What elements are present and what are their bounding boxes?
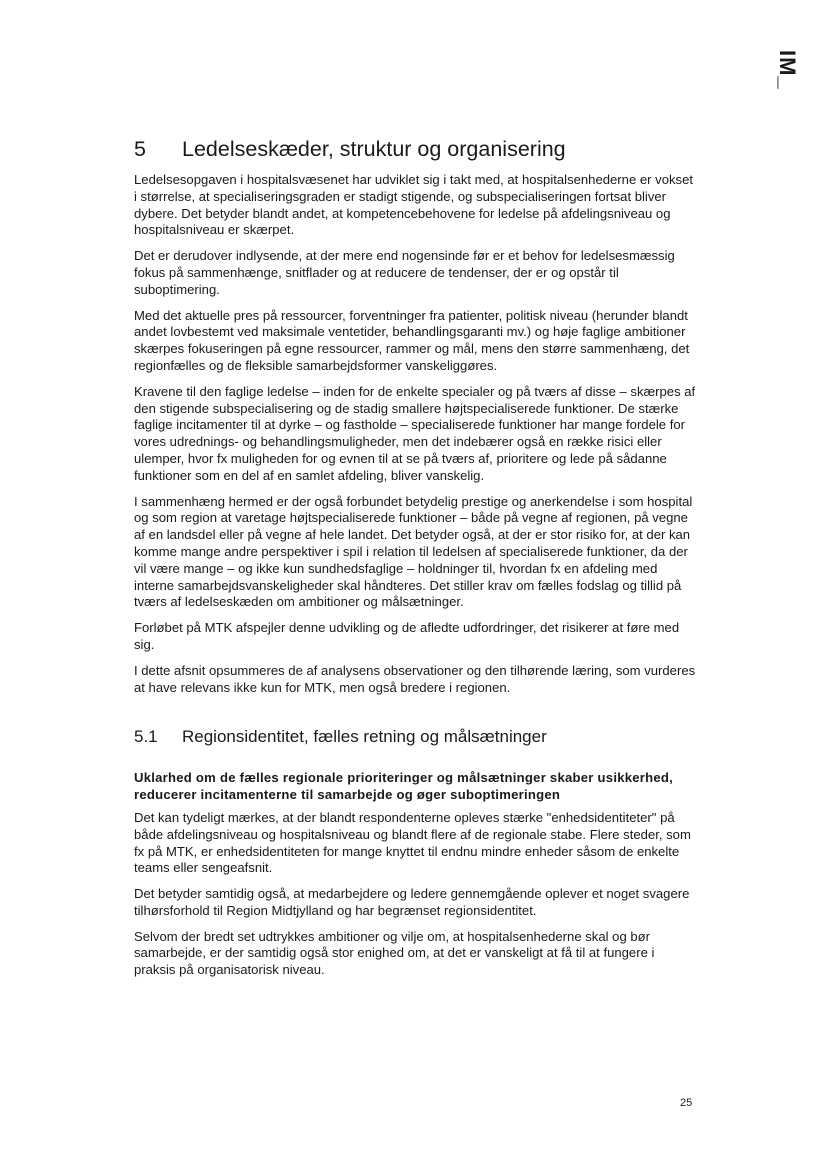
page-number: 25 <box>680 1097 693 1109</box>
im-logo <box>775 50 802 90</box>
paragraph: I sammenhæng hermed er der også forbundet betydelig prestige og anerkendelse i som hospital og som region at varetage højtspecialiserede funktioner – både på vegne af regionen, på vegne af en landsdel eller på vegne af hele landet. Det betyder også, at der er stor risiko for, at der kan komme mange andre perspektiver i spil i relation til ledelsen af specialiserede funktioner, da der vil være mange – og ikke kun sundhedsfaglige – holdninger til, hvordan fx en afdeling med interne samarbejdsvanskeligheder skal håndteres. Det stiller krav om fælles fodslag og tillid på tværs af ledelseskæden om ambitioner og målsætninger. <box>134 493 693 610</box>
paragraph: Forløbet på MTK afspejler denne udvikling og de afledte udfordringer, det risikerer at føre med sig. <box>134 620 680 652</box>
paragraph: Med det aktuelle pres på ressourcer, forventninger fra patienter, politisk niveau (herunder blandt andet lovbestemt ved maksimale ventetider, behandlingsgaranti mv.) og høje faglige ambitioner skærpes fokuseringen på egne ressourcer, rammer og mål, mens den større sammenhæng, det regionfælles og de fleksible samarbejdsformer vanskeliggøres. <box>134 307 690 373</box>
page-content <box>134 136 696 988</box>
im-logo-text: IM_ <box>775 50 800 90</box>
paragraph: Det er derudover indlysende, at der mere end nogensinde før er et behov for ledelsesmæssig fokus på sammenhænge, snitflader og at reducere de tendenser, der er og opstår til suboptimering. <box>134 248 675 297</box>
paragraph: Det betyder samtidig også, at medarbejdere og ledere gennemgående oplever et noget svagere tilhørsforhold til Region Midtjylland og har begrænset regionsidentitet. <box>134 886 690 918</box>
paragraph: I dette afsnit opsummeres de af analysens observationer og den tilhørende læring, som vurderes at have relevans ikke kun for MTK, men også bredere i regionen. <box>134 662 696 695</box>
paragraph: Kravene til den faglige ledelse – inden for de enkelte specialer og på tværs af disse – skærpes af den stigende subspecialisering og de stadig smallere højtspecialiserede funktioner. De stærke faglige incitamenter til at dyrke – og fastholde – specialiserede funktioner har mange fordele for vores udrednings- og behandlingsmuligheder, men det indebærer også en række risici eller ulemper, hvor fx muligheden for og evnen til at se på tværs af, prioritere og lede på sådanne funktioner som en del af en samlet afdeling, bliver vanskelig. <box>134 383 696 483</box>
subsection-lead: Uklarhed om de fælles regionale prioriteringer og målsætninger skaber usikkerhed, reducerer incitamenterne til samarbejde og øger suboptimeringen <box>134 770 674 803</box>
subsection-title: Regionsidentitet, fælles retning og målsætninger <box>182 727 547 747</box>
paragraph: Det kan tydeligt mærkes, at der blandt respondenterne opleves stærke "enhedsidentiteter" på både afdelingsniveau og hospitalsniveau og blandt flere af de regionale stabe. Flere steder, som fx på MTK, er enhedsidentiteten for mange knyttet til endnu mindre enheder såsom de enkelte teams eller sengeafsnit. <box>134 809 691 876</box>
section-title: Ledelseskæder, struktur og organisering <box>182 137 566 161</box>
section-heading <box>134 136 696 162</box>
subsection-number: 5.1 <box>134 727 158 747</box>
subsection-heading <box>134 726 696 748</box>
paragraph: Selvom der bredt set udtrykkes ambitioner og vilje om, at hospitalsenhederne skal og bør samarbejde, er der samtidig også stor enighed om, at det er vanskeligt at få til at fungere i praksis på organisatorisk niveau. <box>134 928 655 978</box>
paragraph: Ledelsesopgaven i hospitalsvæsenet har udviklet sig i takt med, at hospitalsenhederne er vokset i størrelse, at specialiseringsgraden er stadigt stigende, og subspecialiseringen fortsat bliver dybere. Det betyder blandt andet, at kompetencebehovene for ledelse på afdelingsniveau og hospitalsniveau er skærpet. <box>134 172 693 238</box>
section-number: 5 <box>134 137 146 161</box>
